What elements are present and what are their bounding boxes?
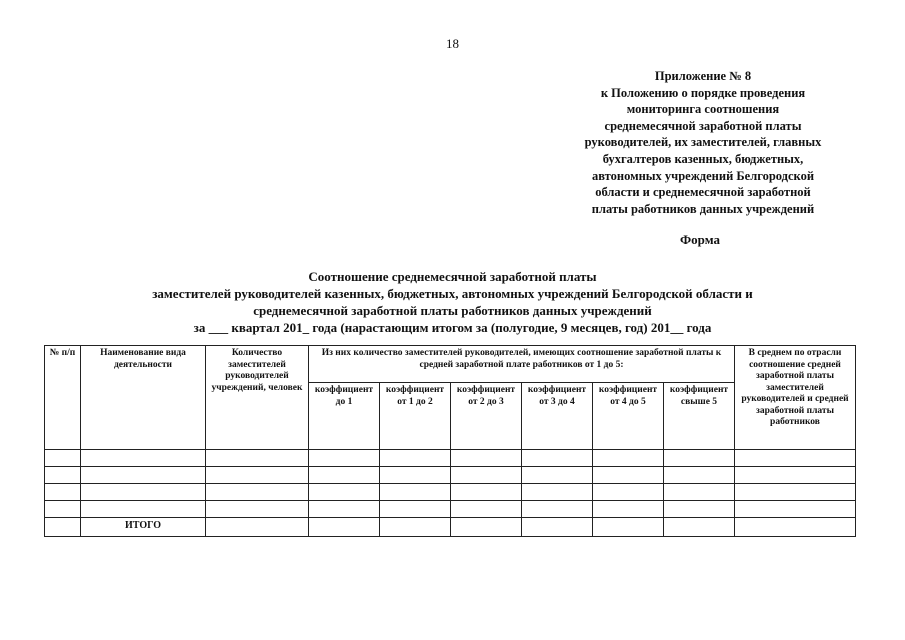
- header-num: № п/п: [45, 346, 81, 450]
- subheader-coef-2-3: коэффициент от 2 до 3: [451, 383, 522, 450]
- table-cell: [593, 467, 664, 484]
- table-cell: [206, 501, 309, 518]
- table-cell: [735, 467, 856, 484]
- table-cell: [380, 484, 451, 501]
- table-cell: [664, 501, 735, 518]
- table-cell: [81, 484, 206, 501]
- form-label: Форма: [680, 232, 720, 247]
- table-cell: [451, 501, 522, 518]
- table-cell: [380, 467, 451, 484]
- table-cell: [735, 450, 856, 467]
- table-cell: [309, 467, 380, 484]
- table-cell: [593, 450, 664, 467]
- total-label: ИТОГО: [81, 518, 206, 537]
- table-cell: [206, 450, 309, 467]
- table-cell: [451, 484, 522, 501]
- table-cell: [664, 467, 735, 484]
- table-cell: [309, 501, 380, 518]
- table-cell: [380, 450, 451, 467]
- header-ratio-group: Из них количество заместителей руководителей, имеющих соотношение заработной платы к средней заработной плате работников от 1 до 5:: [309, 346, 735, 383]
- subheader-coef-gt5: коэффициент свыше 5: [664, 383, 735, 450]
- table-cell: [735, 501, 856, 518]
- table-cell: [45, 518, 81, 537]
- table-cell: [451, 518, 522, 537]
- table-cell: [309, 518, 380, 537]
- header-count: Количество заместителей руководителей учреждений, человек: [206, 346, 309, 450]
- table-cell: [206, 484, 309, 501]
- page-number: 18: [446, 36, 459, 51]
- table-cell: [593, 501, 664, 518]
- table-cell: [593, 484, 664, 501]
- table-cell: [735, 484, 856, 501]
- table-cell: [522, 484, 593, 501]
- subheader-coef-lt1: коэффициент до 1: [309, 383, 380, 450]
- table-cell: [81, 501, 206, 518]
- subheader-coef-3-4: коэффициент от 3 до 4: [522, 383, 593, 450]
- title-line: среднемесячной заработной платы работников данных учреждений: [253, 303, 652, 318]
- table-cell: [522, 518, 593, 537]
- subheader-coef-4-5: коэффициент от 4 до 5: [593, 383, 664, 450]
- table-cell: [45, 484, 81, 501]
- appendix-line: руководителей, их заместителей, главных: [584, 135, 822, 150]
- appendix-line: мониторинга соотношения: [626, 102, 780, 117]
- table-cell: [522, 467, 593, 484]
- table-cell: [664, 518, 735, 537]
- table-row: [45, 501, 856, 518]
- title-line: Соотношение среднемесячной заработной платы: [308, 269, 597, 284]
- appendix-line: области и среднемесячной заработной: [595, 185, 811, 200]
- title-line: заместителей руководителей казенных, бюджетных, автономных учреждений Белгородской области и: [152, 286, 753, 301]
- table-cell: [380, 501, 451, 518]
- table-cell: [522, 501, 593, 518]
- appendix-header: [548, 68, 858, 217]
- table-cell: [309, 484, 380, 501]
- table-row: [45, 467, 856, 484]
- appendix-line: Приложение № 8: [654, 69, 752, 83]
- header-average: В среднем по отрасли соотношение средней заработной платы заместителей руководителей и средней заработной платы работников: [735, 346, 856, 450]
- appendix-line: платы работников данных учреждений: [591, 201, 815, 216]
- total-row: [45, 518, 856, 537]
- table-cell: [206, 467, 309, 484]
- table-cell: [206, 518, 309, 537]
- table-cell: [593, 518, 664, 537]
- table-row: [45, 484, 856, 501]
- appendix-line: бухгалтеров казенных, бюджетных,: [602, 151, 804, 166]
- table-cell: [81, 450, 206, 467]
- ratio-table: [44, 345, 856, 537]
- title-line: за ___ квартал 201_ года (нарастающим итогом за (полугодие, 9 месяцев, год) 201__ года: [193, 320, 712, 335]
- table-cell: [664, 450, 735, 467]
- table-cell: [309, 450, 380, 467]
- appendix-line: автономных учреждений Белгородской: [591, 168, 815, 183]
- table-cell: [451, 450, 522, 467]
- table-cell: [45, 501, 81, 518]
- table-cell: [664, 484, 735, 501]
- appendix-line: к Положению о порядке проведения: [600, 85, 806, 100]
- table-row: [45, 450, 856, 467]
- header-activity: Наименование вида деятельности: [81, 346, 206, 450]
- table-cell: [45, 450, 81, 467]
- table-cell: [45, 467, 81, 484]
- subheader-coef-1-2: коэффициент от 1 до 2: [380, 383, 451, 450]
- table-cell: [380, 518, 451, 537]
- document-title: [0, 268, 905, 336]
- table-cell: [522, 450, 593, 467]
- table-cell: [81, 467, 206, 484]
- table-cell: [451, 467, 522, 484]
- table-cell: [735, 518, 856, 537]
- appendix-line: среднемесячной заработной платы: [604, 118, 802, 133]
